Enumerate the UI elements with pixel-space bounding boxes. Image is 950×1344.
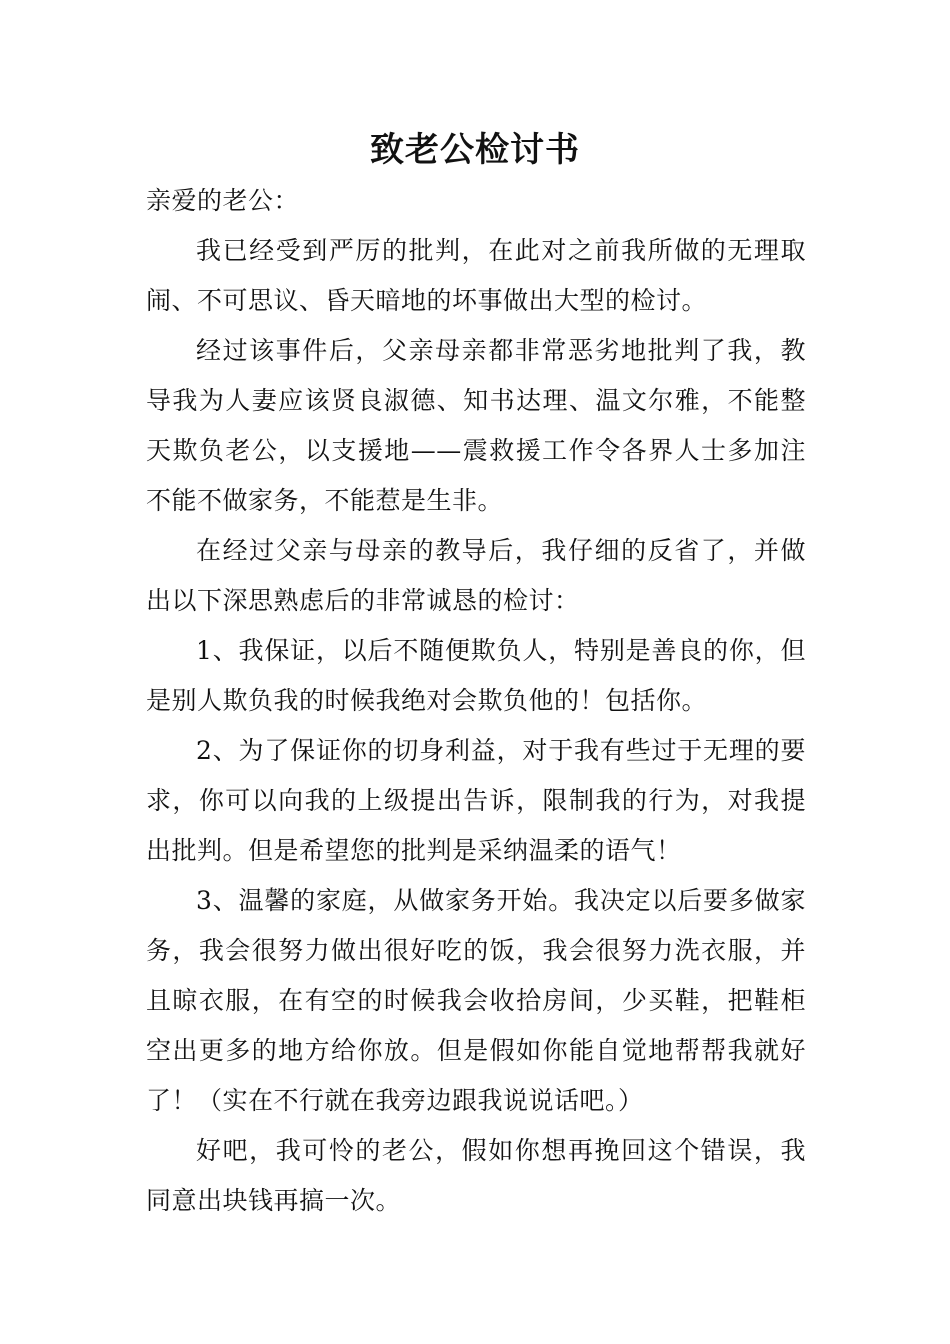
paragraph-closing: 好吧，我可怜的老公，假如你想再挽回这个错误，我同意出块钱再搞一次。 xyxy=(146,1136,806,1215)
salutation: 亲爱的老公： xyxy=(146,186,300,215)
paragraph-point-1: 1、我保证，以后不随便欺负人，特别是善良的你，但是别人欺负我的时候我绝对会欺负他的！包括你。 xyxy=(146,636,806,715)
paragraph-intro: 我已经受到严厉的批判，在此对之前我所做的无理取闹、不可思议、昏天暗地的坏事做出大型的检讨。 xyxy=(146,236,806,315)
paragraph-reflection: 在经过父亲与母亲的教导后，我仔细的反省了，并做出以下深思熟虑后的非常诚恳的检讨： xyxy=(146,536,806,615)
paragraph-point-3: 3、温馨的家庭，从做家务开始。我决定以后要多做家务，我会很努力做出很好吃的饭，我会很努力洗衣服，并且晾衣服，在有空的时候我会收拾房间，少买鞋，把鞋柜空出更多的地方给你放。但是假如你能自觉地帮帮我就好了！（实在不行就在我旁边跟我说说话吧。） xyxy=(146,886,806,1115)
document-body xyxy=(146,176,806,1226)
paragraph-parents-criticism: 经过该事件后，父亲母亲都非常恶劣地批判了我，教导我为人妻应该贤良淑德、知书达理、温文尔雅，不能整天欺负老公，以支援地——震救援工作令各界人士多加注不能不做家务，不能惹是生非。 xyxy=(146,336,806,515)
paragraph-point-2: 2、为了保证你的切身利益，对于我有些过于无理的要求，你可以向我的上级提出告诉，限制我的行为，对我提出批判。但是希望您的批判是采纳温柔的语气！ xyxy=(146,736,806,865)
document-title: 致老公检讨书 xyxy=(370,130,580,170)
